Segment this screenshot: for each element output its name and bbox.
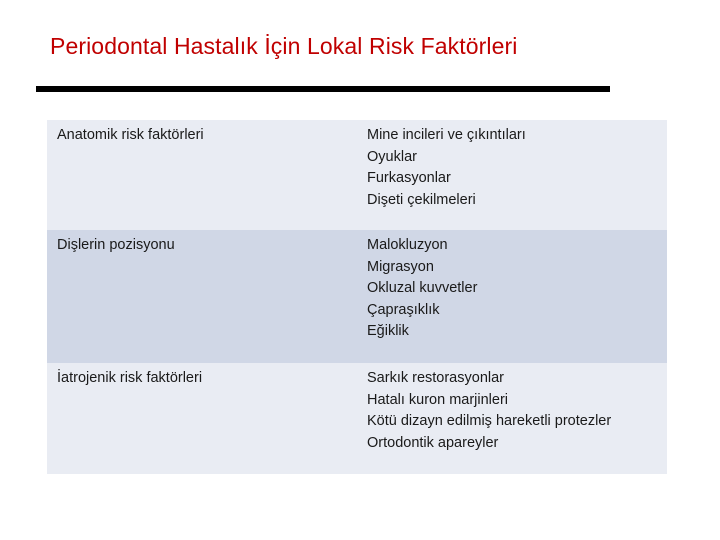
detail-item: Migrasyon [367, 258, 434, 275]
slide-title: Periodontal Hastalık İçin Lokal Risk Faktörleri [50, 33, 518, 59]
detail-item: Çapraşıklık [367, 301, 440, 318]
risk-factors-table [47, 120, 667, 474]
details-cell [357, 363, 667, 474]
detail-item: Hatalı kuron marjinleri [367, 391, 509, 408]
detail-item: Mine incileri ve çıkıntıları [367, 127, 526, 143]
title-divider [36, 86, 610, 92]
detail-item: Oyuklar [367, 148, 417, 165]
detail-item: Ortodontik apareyler [367, 434, 499, 451]
table-row [47, 363, 667, 474]
category-cell: İatrojenik risk faktörleri [47, 363, 357, 474]
detail-item: Kötü dizayn edilmiş hareketli protezler [367, 413, 612, 429]
details-cell [357, 230, 667, 363]
detail-item: Malokluzyon [367, 237, 448, 253]
detail-item: Okluzal kuvvetler [367, 280, 478, 296]
details-cell [357, 120, 667, 230]
detail-item: Eğiklik [367, 323, 409, 339]
category-cell: Anatomik risk faktörleri [47, 120, 357, 230]
detail-item: Sarkık restorasyonlar [367, 370, 504, 386]
table-row [47, 120, 667, 230]
detail-item: Furkasyonlar [367, 170, 451, 186]
category-cell: Dişlerin pozisyonu [47, 230, 357, 363]
detail-item: Dişeti çekilmeleri [367, 191, 476, 208]
table-row [47, 230, 667, 363]
